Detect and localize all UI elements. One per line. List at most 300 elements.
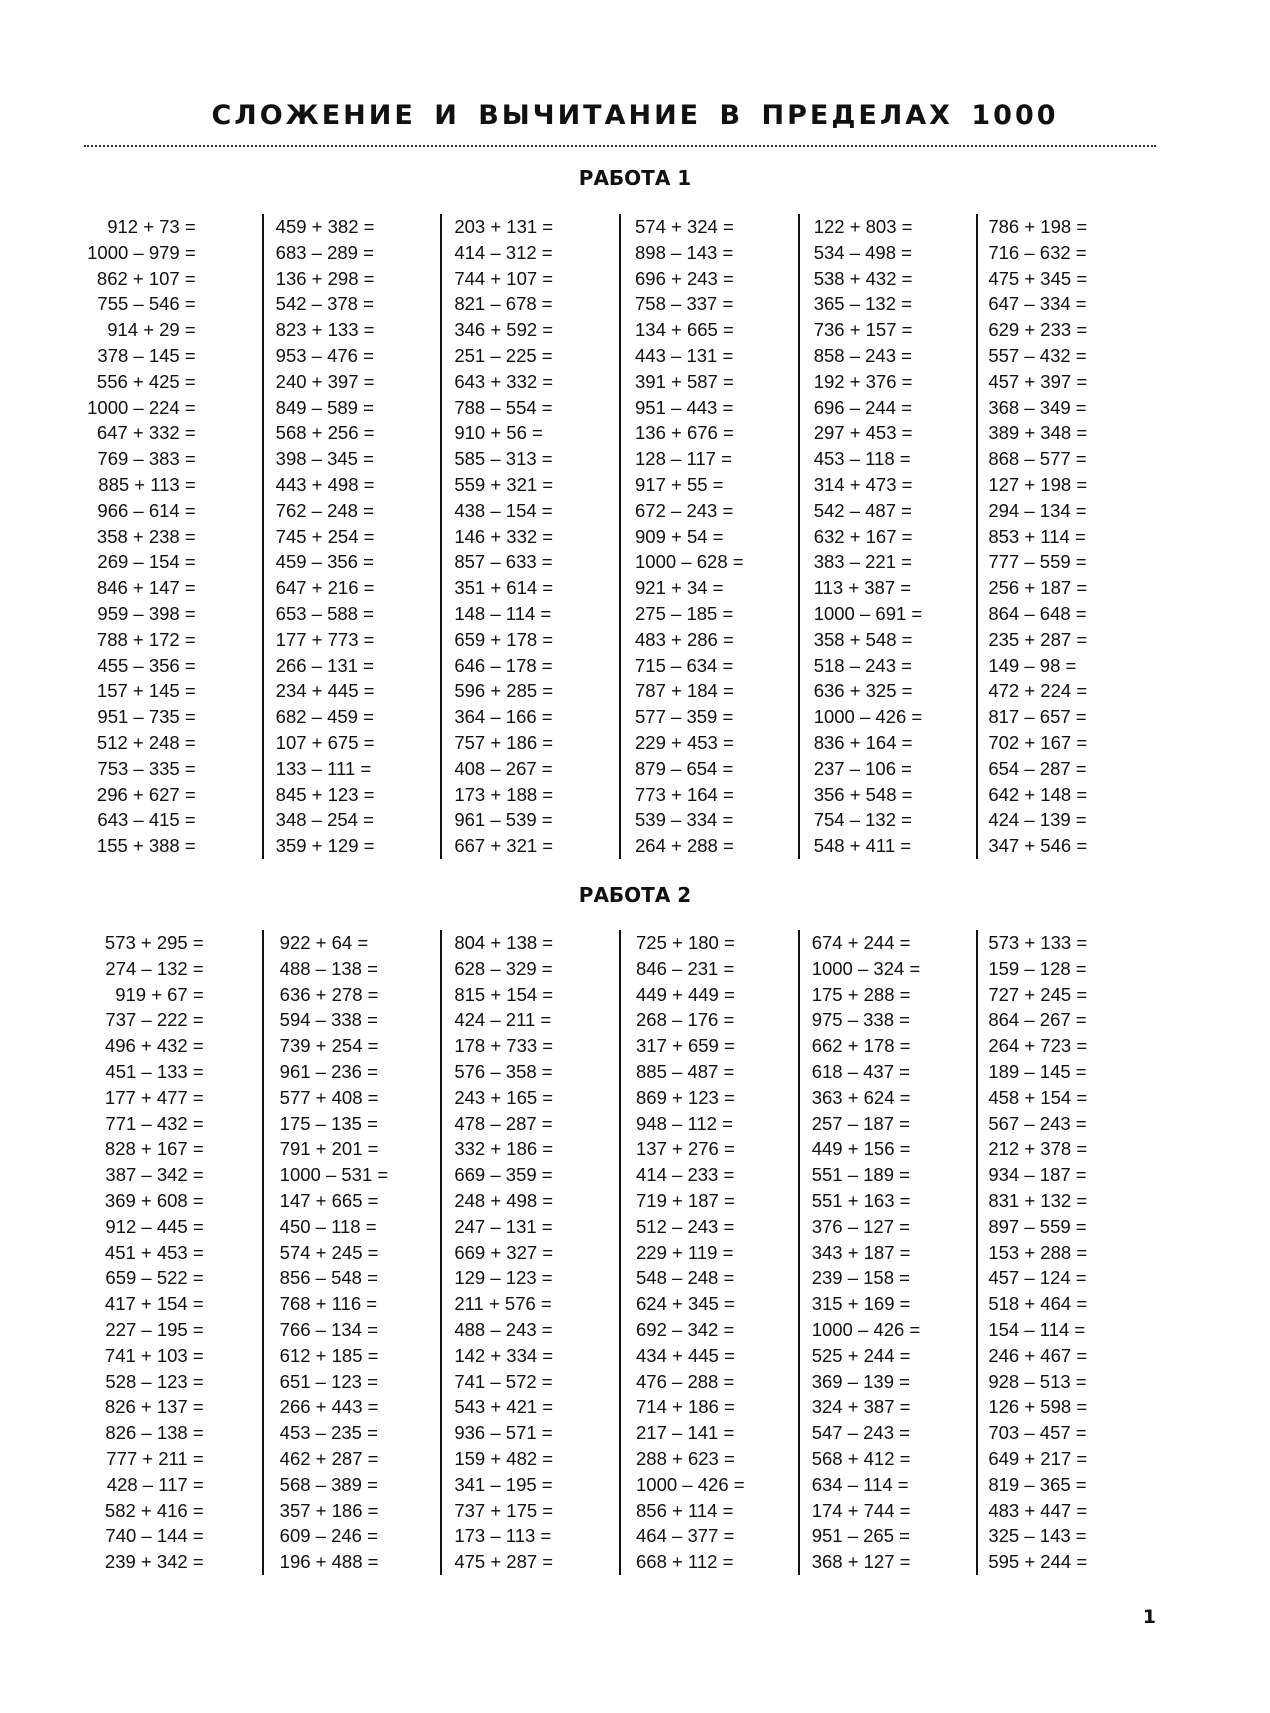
exercise-item: 189 – 145 = [988,1060,1087,1082]
exercise-item: 134 + 665 = [635,319,734,341]
exercise-item: 548 – 248 = [636,1267,735,1289]
exercise-item: 174 + 744 = [811,1499,911,1521]
exercise-item: 669 + 327 = [454,1241,554,1263]
exercise-item: 819 – 365 = [988,1473,1087,1495]
exercise-item: 846 + 147 = [96,577,196,599]
exercise-item: 359 + 129 = [275,835,375,857]
exercise-item: 739 + 254 = [279,1035,379,1057]
section-title-work-1: РАБОТА 1 [578,166,692,190]
exercise-item: 885 – 487 = [636,1060,735,1082]
exercise-item: 256 + 187 = [988,577,1088,599]
exercise-item: 821 – 678 = [454,293,553,315]
exercise-item: 369 + 608 = [104,1189,204,1211]
exercise-item: 928 – 513 = [988,1370,1087,1392]
exercise-item: 525 + 244 = [811,1344,911,1366]
exercise-item: 269 – 154 = [97,551,196,573]
exercise-item: 173 – 113 = [454,1525,552,1547]
exercise-item: 548 + 411 = [813,835,912,857]
exercise-item: 268 – 176 = [636,1009,735,1031]
exercise-item: 1000 – 426 = [636,1473,745,1495]
exercise-item: 459 + 382 = [275,216,375,237]
exercise-item: 703 – 457 = [988,1422,1087,1444]
exercise-item: 857 – 633 = [454,551,553,573]
exercise-item: 551 + 163 = [811,1189,911,1211]
exercise-item: 512 – 243 = [636,1215,735,1237]
exercise-item: 274 – 132 = [105,957,204,979]
exercise-item: 235 + 287 = [988,628,1088,650]
exercise-item: 347 + 546 = [988,835,1088,857]
exercise-item: 264 + 723 = [988,1035,1088,1057]
exercise-item: 1000 – 324 = [811,957,921,979]
exercise-item: 136 + 298 = [275,267,375,289]
exercise-item: 773 + 164 = [635,783,734,805]
exercise-item: 528 – 123 = [105,1370,204,1392]
exercise-item: 868 – 577 = [988,448,1087,470]
exercise-item: 556 + 425 = [96,370,196,392]
exercise-item: 643 + 332 = [454,370,554,392]
exercise-item: 914 + 29 = [107,319,196,341]
exercise-item: 959 – 398 = [97,602,196,624]
exercise-item: 414 – 233 = [636,1164,735,1186]
page-title: СЛОЖЕНИЕ И ВЫЧИТАНИЕ В ПРЕДЕЛАХ 1000 [211,100,1059,131]
exercise-item: 936 – 571 = [454,1422,553,1444]
exercise-item: 919 + 67 = [115,983,204,1005]
exercise-item: 609 – 246 = [279,1525,378,1547]
exercise-item: 496 + 432 = [104,1035,204,1057]
exercise-item: 771 – 432 = [105,1112,204,1134]
exercise-item: 1000 – 628 = [635,551,744,573]
exercise-item: 146 + 332 = [454,525,554,547]
exercise-item: 177 + 477 = [104,1086,204,1108]
exercise-item: 719 + 187 = [636,1189,735,1211]
exercise-item: 669 – 359 = [454,1164,553,1186]
exercise-column [976,214,1155,859]
exercise-item: 364 – 166 = [454,706,553,728]
exercise-item: 136 + 676 = [635,422,734,444]
exercise-item: 647 + 332 = [96,422,196,444]
exercise-item: 175 + 288 = [811,983,911,1005]
exercise-item: 177 + 773 = [275,628,375,650]
exercise-item: 246 + 467 = [988,1344,1088,1366]
exercise-item: 154 – 114 = [988,1318,1086,1340]
exercise-item: 475 + 287 = [454,1551,554,1573]
exercise-item: 173 + 188 = [454,783,554,805]
exercise-item: 1000 – 426 = [813,706,923,728]
exercise-item: 358 + 238 = [96,525,196,547]
exercise-item: 472 + 224 = [988,680,1088,702]
exercise-item: 629 + 233 = [988,319,1088,341]
exercise-item: 856 – 548 = [279,1267,378,1289]
exercise-item: 417 + 154 = [104,1293,204,1315]
exercise-column [440,214,619,859]
exercise-item: 317 + 659 = [636,1035,735,1057]
exercise-item: 961 – 236 = [279,1060,378,1082]
exercise-item: 557 – 432 = [988,344,1087,366]
exercise-item: 862 + 107 = [96,267,196,289]
exercise-item: 741 + 103 = [104,1344,204,1366]
exercise-item: 346 + 592 = [454,319,554,341]
exercise-item: 568 + 256 = [275,422,375,444]
exercise-item: 408 – 267 = [454,757,553,779]
section-title-work-2: РАБОТА 2 [578,883,692,907]
exercise-item: 297 + 453 = [813,422,913,444]
exercise-item: 129 – 123 = [454,1267,553,1289]
exercise-item: 815 + 154 = [454,983,554,1005]
exercise-item: 846 – 231 = [636,957,735,979]
exercise-item: 725 + 180 = [636,932,735,953]
exercise-item: 192 + 376 = [813,370,913,392]
exercise-item: 856 + 114 = [636,1499,734,1521]
exercise-item: 159 + 482 = [454,1447,554,1469]
exercise-item: 683 – 289 = [275,241,374,263]
exercise-item: 740 – 144 = [105,1525,204,1547]
exercise-item: 357 + 186 = [279,1499,379,1521]
exercise-item: 647 + 216 = [275,577,375,599]
exercise-item: 745 + 254 = [275,525,375,547]
exercise-item: 643 – 415 = [97,809,196,831]
exercise-item: 714 + 186 = [636,1396,735,1418]
exercise-item: 612 + 185 = [279,1344,379,1366]
exercise-item: 159 – 128 = [988,957,1087,979]
exercise-column [440,930,619,1575]
exercise-item: 368 + 127 = [811,1551,911,1573]
exercise-item: 391 + 587 = [635,370,734,392]
exercise-item: 248 + 498 = [454,1189,554,1211]
exercise-item: 951 – 735 = [97,706,196,728]
exercise-item: 237 – 106 = [813,757,912,779]
exercise-item: 864 – 267 = [988,1009,1087,1031]
exercise-item: 672 – 243 = [635,499,734,521]
exercise-item: 175 – 135 = [279,1112,378,1134]
exercise-item: 288 + 623 = [636,1447,735,1469]
exercise-item: 804 + 138 = [454,932,554,953]
exercise-item: 696 + 243 = [635,267,734,289]
exercise-item: 574 + 324 = [635,216,734,237]
exercise-item: 240 + 397 = [275,370,375,392]
exercise-item: 147 + 665 = [279,1189,379,1211]
exercise-item: 483 + 286 = [635,628,734,650]
exercise-item: 251 – 225 = [454,344,553,366]
exercise-item: 264 + 288 = [635,835,734,857]
exercise-column [262,930,441,1575]
exercise-item: 343 + 187 = [811,1241,911,1263]
exercise-item: 869 + 123 = [636,1086,735,1108]
exercise-item: 538 + 432 = [813,267,913,289]
exercise-item: 453 – 235 = [279,1422,378,1444]
exercise-item: 212 + 378 = [988,1138,1088,1160]
exercise-item: 424 – 211 = [454,1009,552,1031]
exercise-item: 727 + 245 = [988,983,1088,1005]
exercise-item: 618 – 437 = [811,1060,910,1082]
exercise-item: 885 + 113 = [98,473,196,495]
exercise-item: 715 – 634 = [635,654,734,676]
exercise-item: 864 – 648 = [988,602,1087,624]
exercise-item: 127 + 198 = [988,473,1088,495]
exercise-item: 389 + 348 = [988,422,1088,444]
exercise-item: 636 + 325 = [813,680,913,702]
exercise-item: 178 + 733 = [454,1035,554,1057]
exercise-item: 257 – 187 = [811,1112,910,1134]
exercise-item: 568 – 389 = [279,1473,378,1495]
exercise-item: 449 + 156 = [811,1138,911,1160]
exercise-item: 768 + 116 = [279,1293,378,1315]
exercise-item: 239 – 158 = [811,1267,910,1289]
exercise-item: 128 – 117 = [635,448,732,470]
exercise-item: 922 + 64 = [279,932,369,953]
exercise-item: 155 + 388 = [96,835,196,857]
exercise-item: 753 – 335 = [97,757,196,779]
exercise-item: 453 – 118 = [813,448,911,470]
exercise-item: 953 – 476 = [275,344,374,366]
exercise-item: 662 + 178 = [811,1035,911,1057]
exercise-column [85,930,262,1575]
exercise-item: 567 – 243 = [988,1112,1087,1134]
exercise-grid-work-2 [85,930,1155,1575]
exercise-item: 647 – 334 = [988,293,1087,315]
exercise-item: 836 + 164 = [813,731,913,753]
exercise-item: 547 – 243 = [811,1422,910,1444]
exercise-item: 668 + 112 = [636,1551,734,1573]
exercise-item: 365 – 132 = [813,293,912,315]
exercise-item: 266 – 131 = [275,654,374,676]
exercise-item: 398 – 345 = [275,448,374,470]
exercise-item: 434 + 445 = [636,1344,735,1366]
exercise-item: 823 + 133 = [275,319,375,341]
exercise-item: 142 + 334 = [454,1344,554,1366]
exercise-item: 577 + 408 = [279,1086,379,1108]
exercise-item: 551 – 189 = [811,1164,910,1186]
exercise-item: 378 – 145 = [97,344,196,366]
exercise-item: 828 + 167 = [104,1138,204,1160]
exercise-item: 203 + 131 = [454,216,554,237]
exercise-item: 217 – 141 = [636,1422,735,1444]
exercise-column [262,214,441,859]
exercise-item: 450 – 118 = [279,1215,377,1237]
exercise-column [798,930,977,1575]
exercise-item: 975 – 338 = [811,1009,910,1031]
exercise-item: 853 + 114 = [988,525,1086,547]
exercise-item: 966 – 614 = [97,499,196,521]
exercise-item: 243 + 165 = [454,1086,554,1108]
exercise-item: 951 – 443 = [635,396,734,418]
exercise-item: 247 – 131 = [454,1215,553,1237]
exercise-item: 457 – 124 = [988,1267,1087,1289]
exercise-item: 296 + 627 = [96,783,196,805]
exercise-item: 459 – 356 = [275,551,374,573]
exercise-item: 534 – 498 = [813,241,912,263]
exercise-item: 148 – 114 = [454,602,552,624]
exercise-item: 948 – 112 = [636,1112,733,1134]
exercise-item: 369 – 139 = [811,1370,910,1392]
exercise-item: 122 + 803 = [813,216,913,237]
exercise-column [619,214,798,859]
exercise-item: 451 – 133 = [105,1060,204,1082]
exercise-item: 649 + 217 = [988,1447,1088,1469]
exercise-item: 659 + 178 = [454,628,554,650]
exercise-item: 777 + 211 = [106,1447,204,1469]
exercise-item: 383 – 221 = [813,551,912,573]
exercise-item: 275 – 185 = [635,602,734,624]
exercise-item: 196 + 488 = [279,1551,379,1573]
exercise-item: 921 + 34 = [635,577,724,599]
exercise-item: 912 – 445 = [105,1215,204,1237]
exercise-item: 113 + 387 = [813,577,912,599]
exercise-item: 788 + 172 = [96,628,196,650]
exercise-grid-work-1 [85,214,1155,859]
exercise-item: 909 + 54 = [635,525,724,547]
exercise-item: 624 + 345 = [636,1293,735,1315]
exercise-item: 356 + 548 = [813,783,913,805]
exercise-item: 791 + 201 = [279,1138,379,1160]
exercise-item: 348 – 254 = [275,809,374,831]
exercise-item: 758 – 337 = [635,293,734,315]
exercise-item: 368 – 349 = [988,396,1087,418]
exercise-item: 817 – 657 = [988,706,1087,728]
exercise-item: 126 + 598 = [988,1396,1088,1418]
exercise-item: 917 + 55 = [635,473,724,495]
exercise-item: 358 + 548 = [813,628,913,650]
exercise-item: 659 – 522 = [105,1267,204,1289]
exercise-item: 376 – 127 = [811,1215,910,1237]
exercise-column [976,930,1155,1575]
exercise-item: 642 + 148 = [988,783,1088,805]
page-number: 1 [1142,1606,1156,1628]
exercise-item: 137 + 276 = [636,1138,735,1160]
exercise-item: 424 – 139 = [988,809,1087,831]
exercise-item: 696 – 244 = [813,396,912,418]
exercise-item: 543 + 421 = [454,1396,554,1418]
exercise-item: 646 – 178 = [454,654,553,676]
exercise-item: 910 + 56 = [454,422,543,444]
exercise-item: 414 – 312 = [454,241,553,263]
exercise-item: 157 + 145 = [96,680,196,702]
exercise-item: 858 – 243 = [813,344,912,366]
exercise-item: 849 – 589 = [275,396,374,418]
exercise-item: 912 + 73 = [107,216,196,237]
exercise-item: 518 – 243 = [813,654,912,676]
exercise-item: 559 + 321 = [454,473,554,495]
exercise-item: 475 + 345 = [988,267,1088,289]
exercise-item: 211 + 576 = [454,1293,552,1315]
exercise-item: 476 – 288 = [636,1370,735,1392]
exercise-item: 934 – 187 = [988,1164,1087,1186]
exercise-item: 634 – 114 = [811,1473,909,1495]
exercise-item: 542 – 487 = [813,499,912,521]
exercise-item: 786 + 198 = [988,216,1088,237]
exercise-item: 133 – 111 = [275,757,372,779]
exercise-item: 682 – 459 = [275,706,374,728]
exercise-item: 826 + 137 = [104,1396,204,1418]
exercise-item: 314 + 473 = [813,473,913,495]
exercise-item: 736 + 157 = [813,319,913,341]
exercise-item: 266 + 443 = [279,1396,379,1418]
exercise-item: 573 + 295 = [104,932,204,953]
exercise-item: 488 – 138 = [279,957,378,979]
exercise-item: 769 – 383 = [97,448,196,470]
exercise-item: 692 – 342 = [636,1318,735,1340]
exercise-item: 488 – 243 = [454,1318,553,1340]
exercise-item: 518 + 464 = [988,1293,1088,1315]
exercise-item: 107 + 675 = [275,731,375,753]
title-divider [84,145,1156,147]
exercise-item: 741 – 572 = [454,1370,553,1392]
exercise-item: 443 + 498 = [275,473,375,495]
exercise-item: 787 + 184 = [635,680,734,702]
exercise-column [798,214,977,859]
exercise-item: 594 – 338 = [279,1009,378,1031]
exercise-item: 879 – 654 = [635,757,734,779]
exercise-item: 1000 – 691 = [813,602,923,624]
exercise-item: 744 + 107 = [454,267,554,289]
exercise-item: 845 + 123 = [275,783,375,805]
exercise-item: 788 – 554 = [454,396,553,418]
exercise-item: 351 + 614 = [454,577,554,599]
exercise-item: 654 – 287 = [988,757,1087,779]
exercise-item: 363 + 624 = [811,1086,911,1108]
exercise-item: 898 – 143 = [635,241,734,263]
exercise-item: 577 – 359 = [635,706,734,728]
exercise-item: 464 – 377 = [636,1525,735,1547]
exercise-item: 332 + 186 = [454,1138,554,1160]
exercise-item: 831 + 132 = [988,1189,1088,1211]
exercise-item: 632 + 167 = [813,525,913,547]
exercise-item: 755 – 546 = [97,293,196,315]
exercise-item: 628 – 329 = [454,957,553,979]
exercise-item: 576 – 358 = [454,1060,553,1082]
exercise-column [619,930,798,1575]
exercise-item: 315 + 169 = [811,1293,911,1315]
exercise-item: 777 – 559 = [988,551,1087,573]
exercise-item: 149 – 98 = [988,654,1077,676]
exercise-item: 438 – 154 = [454,499,553,521]
exercise-item: 651 – 123 = [279,1370,378,1392]
exercise-item: 574 + 245 = [279,1241,379,1263]
exercise-item: 674 + 244 = [811,932,911,953]
exercise-item: 1000 – 979 = [87,241,196,263]
exercise-item: 539 – 334 = [635,809,734,831]
exercise-item: 897 – 559 = [988,1215,1087,1237]
exercise-item: 1000 – 531 = [279,1164,389,1186]
exercise-item: 483 + 447 = [988,1499,1088,1521]
exercise-item: 457 + 397 = [988,370,1088,392]
exercise-item: 568 + 412 = [811,1447,911,1469]
exercise-item: 766 – 134 = [279,1318,378,1340]
exercise-item: 1000 – 426 = [811,1318,921,1340]
exercise-item: 455 – 356 = [97,654,196,676]
exercise-item: 234 + 445 = [275,680,375,702]
exercise-item: 239 + 342 = [104,1551,204,1573]
exercise-item: 757 + 186 = [454,731,554,753]
exercise-item: 716 – 632 = [988,241,1087,263]
exercise-item: 294 – 134 = [988,499,1087,521]
exercise-item: 667 + 321 = [454,835,554,857]
exercise-item: 702 + 167 = [988,731,1088,753]
exercise-item: 325 – 143 = [988,1525,1087,1547]
exercise-item: 961 – 539 = [454,809,553,831]
exercise-item: 636 + 278 = [279,983,379,1005]
exercise-item: 387 – 342 = [105,1164,204,1186]
exercise-item: 449 + 449 = [636,983,735,1005]
exercise-item: 478 – 287 = [454,1112,553,1134]
exercise-item: 451 + 453 = [104,1241,204,1263]
exercise-item: 443 – 131 = [635,344,734,366]
exercise-item: 153 + 288 = [988,1241,1088,1263]
exercise-item: 229 + 119 = [636,1241,734,1263]
exercise-item: 458 + 154 = [988,1086,1088,1108]
exercise-item: 754 – 132 = [813,809,912,831]
exercise-item: 595 + 244 = [988,1551,1088,1573]
exercise-item: 573 + 133 = [988,932,1088,953]
